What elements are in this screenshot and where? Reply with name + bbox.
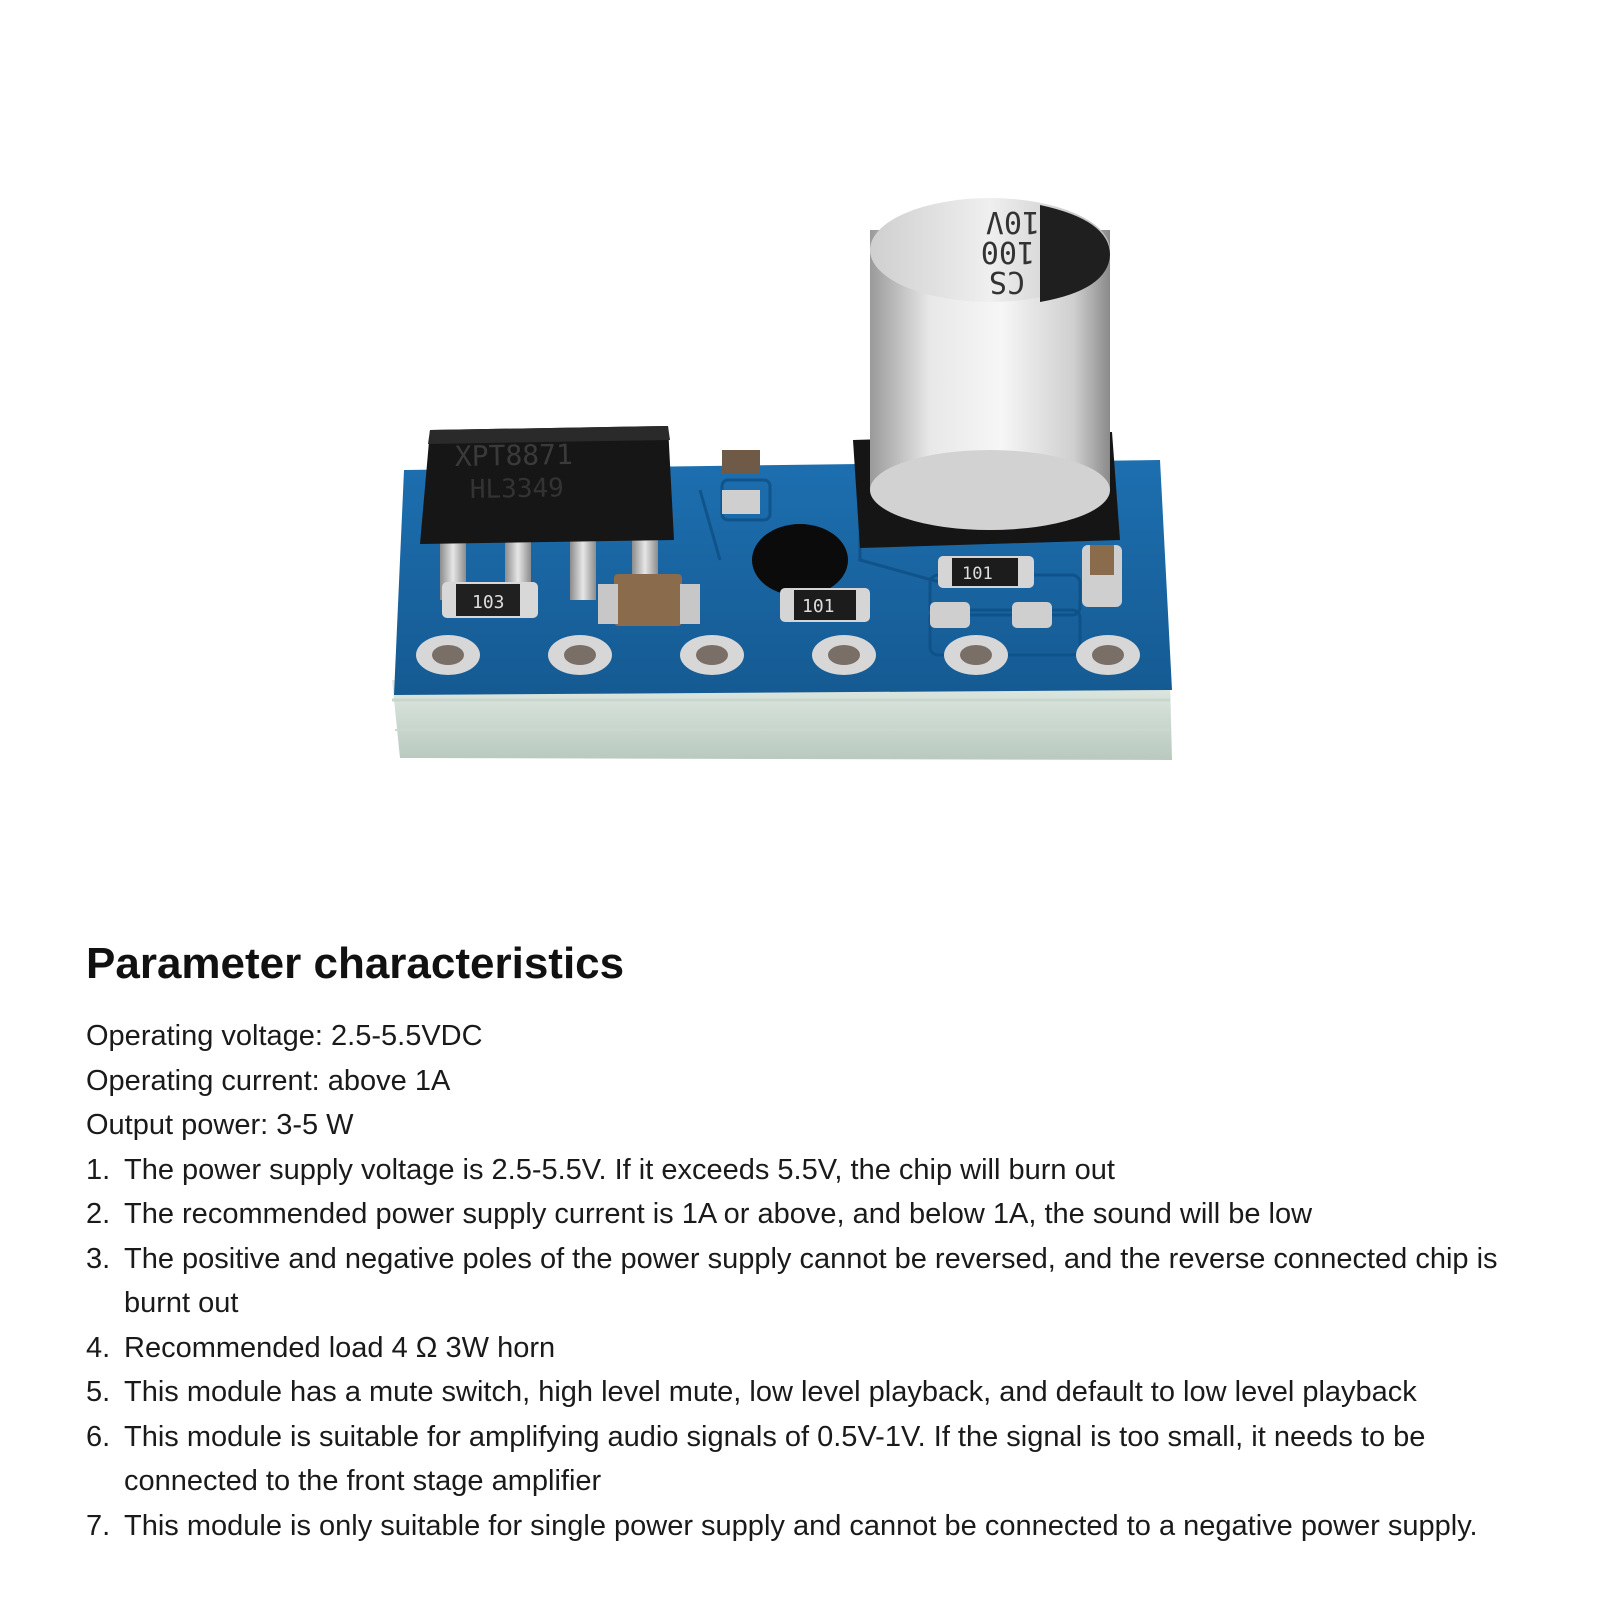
note-number: 3. — [86, 1242, 111, 1275]
ic-marking-2: HL3349 — [469, 473, 565, 505]
pad-6 — [1076, 635, 1140, 675]
note-number: 7. — [86, 1509, 111, 1542]
capacitor-marking-1: CS — [988, 264, 1025, 299]
note-text: The recommended power supply current is 1A or above, and below 1A, the sound will be low — [124, 1198, 1313, 1230]
note-text: Recommended load 4 Ω 3W horn — [124, 1331, 556, 1364]
electrolytic-capacitor — [853, 198, 1120, 548]
note-number: 6. — [86, 1420, 111, 1453]
resistor-label-2: 101 — [802, 596, 835, 617]
note-text: The positive and negative poles of the power supply cannot be reversed, and the reverse connected chip is burnt out — [124, 1242, 1498, 1319]
note-number: 4. — [86, 1331, 111, 1364]
spec-operating-voltage: Operating voltage: 2.5-5.5VDC — [86, 1020, 483, 1052]
note-text: This module has a mute switch, high level mute, low level playback, and default to low level playback — [124, 1376, 1417, 1408]
note-item — [86, 1237, 1526, 1326]
note-item — [86, 1192, 1586, 1237]
pad-5 — [944, 635, 1008, 675]
note-item — [86, 1370, 1586, 1415]
note-item — [86, 1326, 1586, 1371]
note-text: This module is only suitable for single power supply and cannot be connected to a negative power supply. — [124, 1509, 1478, 1542]
note-number: 2. — [86, 1198, 111, 1230]
ic-marking-1: XPT8871 — [454, 437, 574, 473]
mounting-hole — [752, 524, 848, 596]
note-number: 5. — [86, 1376, 111, 1408]
resistor-label-1: 103 — [472, 592, 505, 613]
capacitor-marking-3: 10V — [985, 204, 1040, 239]
section-title: Parameter characteristics — [86, 939, 625, 988]
pad-1 — [416, 635, 480, 675]
pad-2 — [548, 635, 612, 675]
pad-4 — [812, 635, 876, 675]
note-text: This module is suitable for amplifying audio signals of 0.5V-1V. If the signal is too small, it needs to be connected to the front stage amplifier — [124, 1420, 1426, 1497]
capacitor-marking-2: 100 — [980, 234, 1035, 269]
parameter-section — [86, 938, 1586, 1548]
spec-output-power: Output power: 3-5 W — [86, 1109, 354, 1141]
note-item — [86, 1148, 1586, 1193]
pad-3 — [680, 635, 744, 675]
spec-operating-current: Operating current: above 1A — [86, 1064, 451, 1097]
note-number: 1. — [86, 1153, 111, 1186]
note-text: The power supply voltage is 2.5-5.5V. If it exceeds 5.5V, the chip will burn out — [124, 1153, 1115, 1186]
note-item — [86, 1415, 1526, 1504]
note-item — [86, 1504, 1586, 1549]
resistor-label-3: 101 — [962, 564, 993, 584]
